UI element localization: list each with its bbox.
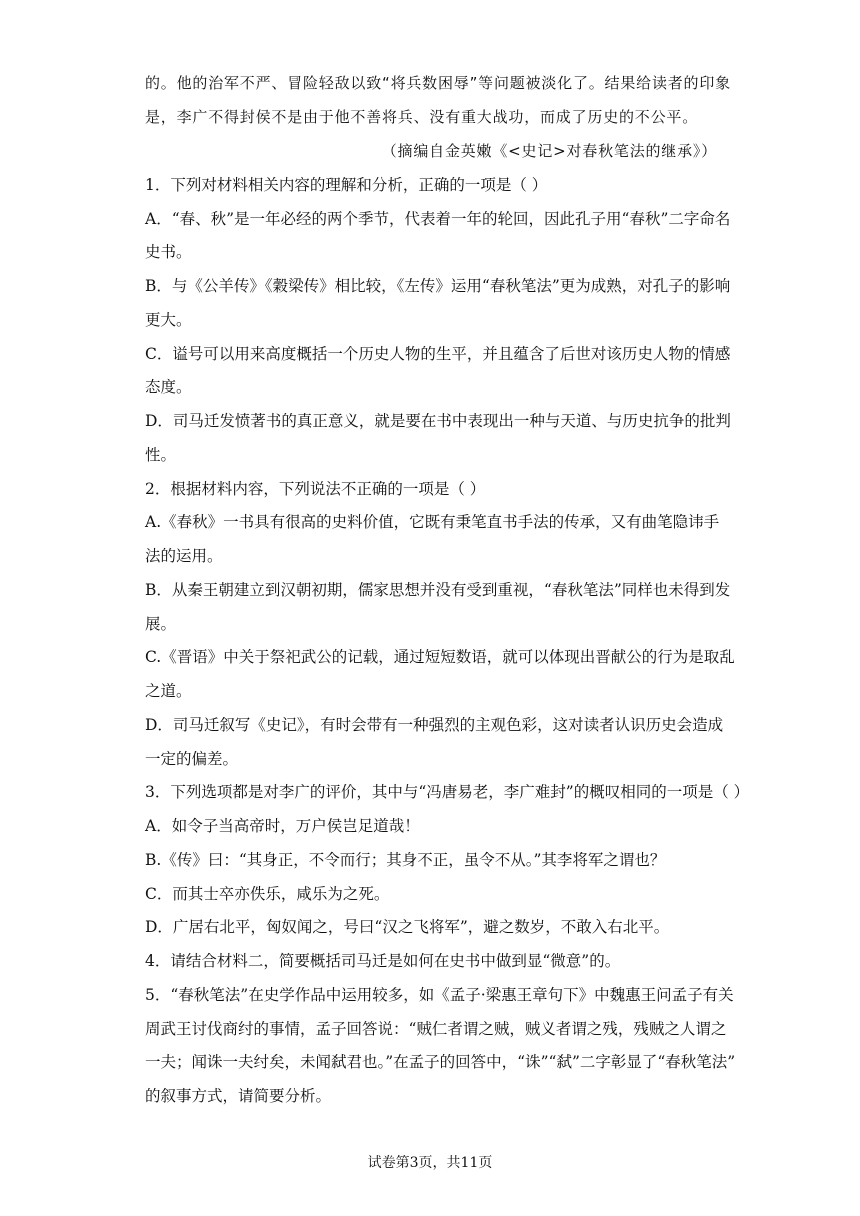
- question-5-stem-cont: 周武王讨伐商纣的事情，孟子回答说：“贼仁者谓之贼，贼义者谓之残，残贼之人谓之: [145, 1020, 727, 1038]
- question-3-option-b: B.《传》曰：“其身正，不令而行；其身不正，虽令不从。”其李将军之谓也？: [145, 851, 666, 869]
- question-3-option-d: D．广居右北平，匈奴闻之，号曰“汉之飞将军”，避之数岁，不敢入右北平。: [145, 918, 670, 936]
- question-2-option-a: A.《春秋》一书具有很高的史料价值，它既有秉笔直书手法的传承，又有曲笔隐讳手: [145, 513, 720, 531]
- question-2-option-c: C.《晋语》中关于祭祀武公的记载，通过短短数语，就可以体现出晋献公的行为是取乱: [145, 648, 735, 666]
- question-5-stem: 5．“春秋笔法”在史学作品中运用较多，如《孟子·梁惠王章句下》中魏惠王问孟子有关: [145, 986, 734, 1004]
- question-3-option-c: C．而其士卒亦佚乐，咸乐为之死。: [145, 885, 390, 903]
- question-5-stem-cont: 的叙事方式，请简要分析。: [145, 1087, 332, 1105]
- question-1-option-c-cont: 态度。: [145, 378, 192, 396]
- question-3-stem: 3．下列选项都是对李广的评价，其中与“冯唐易老，李广难封”的概叹相同的一项是（ ）: [145, 783, 750, 801]
- question-1-option-a-cont: 史书。: [145, 243, 192, 261]
- question-1-option-a: A．“春、秋”是一年必经的两个季节，代表着一年的轮回，因此孔子用“春秋”二字命名: [145, 210, 731, 228]
- passage-line: 的。他的治军不严、冒险轻敌以致“将兵数困辱”等问题被淡化了。结果给读者的印象: [145, 74, 731, 92]
- question-1-option-d-cont: 性。: [145, 446, 177, 464]
- question-1-stem: 1．下列对材料相关内容的理解和分析，正确的一项是（ ）: [145, 176, 548, 194]
- passage-source: （摘编自金英嫩《<史记>对春秋笔法的继承》）: [381, 142, 717, 160]
- question-2-option-b-cont: 展。: [145, 615, 177, 633]
- question-2-option-a-cont: 法的运用。: [145, 547, 223, 565]
- question-2-stem: 2．根据材料内容，下列说法不正确的一项是（ ）: [145, 480, 486, 498]
- question-5-stem-cont: 一夫；闻诛一夫纣矣，未闻弑君也。”在孟子的回答中，“诛”“弑”二字彰显了“春秋笔法”: [145, 1053, 736, 1071]
- question-1-option-b: B．与《公羊传》《穀梁传》相比较，《左传》运用“春秋笔法”更为成熟，对孔子的影响: [145, 277, 731, 295]
- question-2-option-d: D．司马迁叙写《史记》，有时会带有一种强烈的主观色彩，这对读者认识历史会造成: [145, 716, 724, 734]
- question-2-option-b: B．从秦王朝建立到汉朝初期，儒家思想并没有受到重视，“春秋笔法”同样也未得到发: [145, 581, 731, 599]
- question-1-option-d: D．司马迁发愤著书的真正意义，就是要在书中表现出一种与天道、与历史抗争的批判: [145, 412, 731, 430]
- question-1-option-c: C．谥号可以用来高度概括一个历史人物的生平，并且蕴含了后世对该历史人物的情感: [145, 345, 731, 363]
- question-4-stem: 4．请结合材料二，简要概括司马迁是如何在史书中做到显“微意”的。: [145, 952, 621, 970]
- passage-line: 是，李广不得封侯不是由于他不善将兵、没有重大战功，而成了历史的不公平。: [145, 108, 699, 126]
- page-footer: 试卷第3页，共11页: [367, 1155, 493, 1171]
- question-2-option-d-cont: 一定的偏差。: [145, 750, 239, 768]
- question-1-option-b-cont: 更大。: [145, 311, 192, 329]
- question-3-option-a: A．如令子当高帝时，万户侯岂足道哉！: [145, 817, 420, 835]
- question-2-option-c-cont: 之道。: [145, 682, 192, 700]
